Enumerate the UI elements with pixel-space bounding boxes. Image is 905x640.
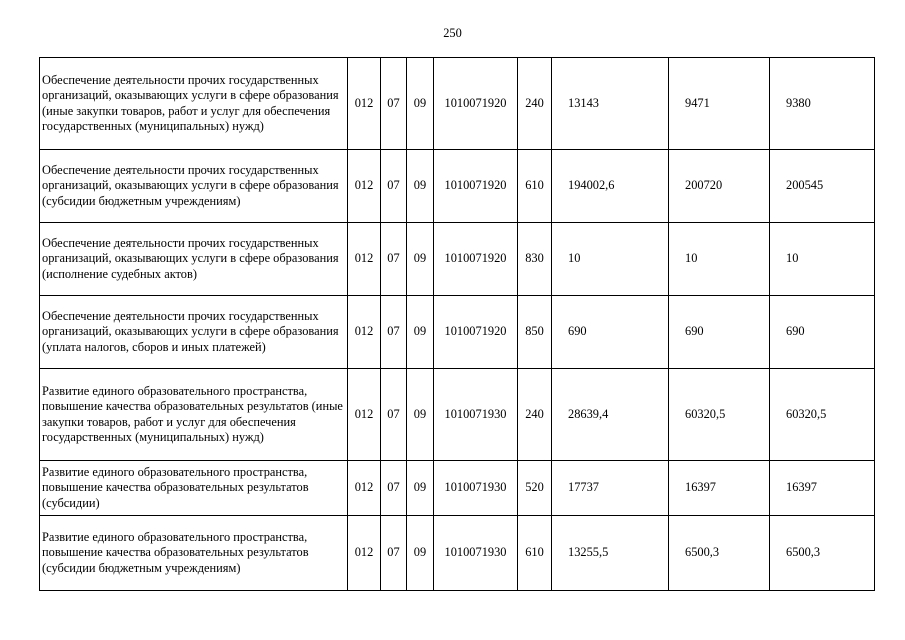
- amount-year-3: 200545: [770, 150, 875, 223]
- ministry-code: 012: [348, 150, 381, 223]
- subsection-code: 09: [407, 516, 434, 591]
- table-row: [40, 516, 875, 591]
- ministry-code: 012: [348, 516, 381, 591]
- row-description: Обеспечение деятельности прочих государственных организаций, оказывающих услуги в сфере образования (субсидии бюджетным учреждениям): [40, 150, 348, 223]
- target-article-code: 1010071930: [434, 369, 518, 461]
- row-description: Обеспечение деятельности прочих государственных организаций, оказывающих услуги в сфере образования (исполнение судебных актов): [40, 223, 348, 296]
- section-code: 07: [381, 516, 407, 591]
- row-description: Обеспечение деятельности прочих государственных организаций, оказывающих услуги в сфере образования (уплата налогов, сборов и иных платежей): [40, 296, 348, 369]
- table-row: [40, 150, 875, 223]
- expense-type-code: 240: [518, 58, 552, 150]
- table-row: [40, 58, 875, 150]
- section-code: 07: [381, 296, 407, 369]
- amount-year-3: 690: [770, 296, 875, 369]
- section-code: 07: [381, 58, 407, 150]
- row-description: Развитие единого образовательного пространства, повышение качества образовательных результатов (иные закупки товаров, работ и услуг для обеспечения государственных (муниципальных) нужд): [40, 369, 348, 461]
- target-article-code: 1010071930: [434, 516, 518, 591]
- amount-year-2: 690: [669, 296, 770, 369]
- amount-year-1: 194002,6: [552, 150, 669, 223]
- target-article-code: 1010071930: [434, 461, 518, 516]
- amount-year-1: 13255,5: [552, 516, 669, 591]
- expense-type-code: 610: [518, 150, 552, 223]
- amount-year-1: 13143: [552, 58, 669, 150]
- amount-year-2: 6500,3: [669, 516, 770, 591]
- amount-year-3: 10: [770, 223, 875, 296]
- row-description: Обеспечение деятельности прочих государственных организаций, оказывающих услуги в сфере образования (иные закупки товаров, работ и услуг для обеспечения государственных (муниципальных) нужд): [40, 58, 348, 150]
- subsection-code: 09: [407, 369, 434, 461]
- amount-year-1: 690: [552, 296, 669, 369]
- subsection-code: 09: [407, 296, 434, 369]
- row-description: Развитие единого образовательного пространства, повышение качества образовательных результатов (субсидии бюджетным учреждениям): [40, 516, 348, 591]
- amount-year-1: 17737: [552, 461, 669, 516]
- section-code: 07: [381, 150, 407, 223]
- target-article-code: 1010071920: [434, 150, 518, 223]
- subsection-code: 09: [407, 150, 434, 223]
- expense-type-code: 610: [518, 516, 552, 591]
- amount-year-2: 10: [669, 223, 770, 296]
- amount-year-3: 9380: [770, 58, 875, 150]
- amount-year-2: 16397: [669, 461, 770, 516]
- table-row: [40, 461, 875, 516]
- amount-year-3: 16397: [770, 461, 875, 516]
- amount-year-1: 28639,4: [552, 369, 669, 461]
- ministry-code: 012: [348, 461, 381, 516]
- section-code: 07: [381, 461, 407, 516]
- expense-type-code: 520: [518, 461, 552, 516]
- amount-year-2: 9471: [669, 58, 770, 150]
- amount-year-1: 10: [552, 223, 669, 296]
- target-article-code: 1010071920: [434, 58, 518, 150]
- page-number: 250: [443, 26, 462, 40]
- section-code: 07: [381, 223, 407, 296]
- expense-type-code: 850: [518, 296, 552, 369]
- ministry-code: 012: [348, 223, 381, 296]
- table-row: [40, 296, 875, 369]
- table-row: [40, 369, 875, 461]
- subsection-code: 09: [407, 461, 434, 516]
- subsection-code: 09: [407, 223, 434, 296]
- amount-year-3: 60320,5: [770, 369, 875, 461]
- section-code: 07: [381, 369, 407, 461]
- expense-type-code: 240: [518, 369, 552, 461]
- expense-type-code: 830: [518, 223, 552, 296]
- target-article-code: 1010071920: [434, 296, 518, 369]
- ministry-code: 012: [348, 58, 381, 150]
- amount-year-3: 6500,3: [770, 516, 875, 591]
- table-row: [40, 223, 875, 296]
- ministry-code: 012: [348, 369, 381, 461]
- budget-table: [39, 57, 875, 591]
- amount-year-2: 60320,5: [669, 369, 770, 461]
- amount-year-2: 200720: [669, 150, 770, 223]
- subsection-code: 09: [407, 58, 434, 150]
- target-article-code: 1010071920: [434, 223, 518, 296]
- row-description: Развитие единого образовательного пространства, повышение качества образовательных результатов (субсидии): [40, 461, 348, 516]
- ministry-code: 012: [348, 296, 381, 369]
